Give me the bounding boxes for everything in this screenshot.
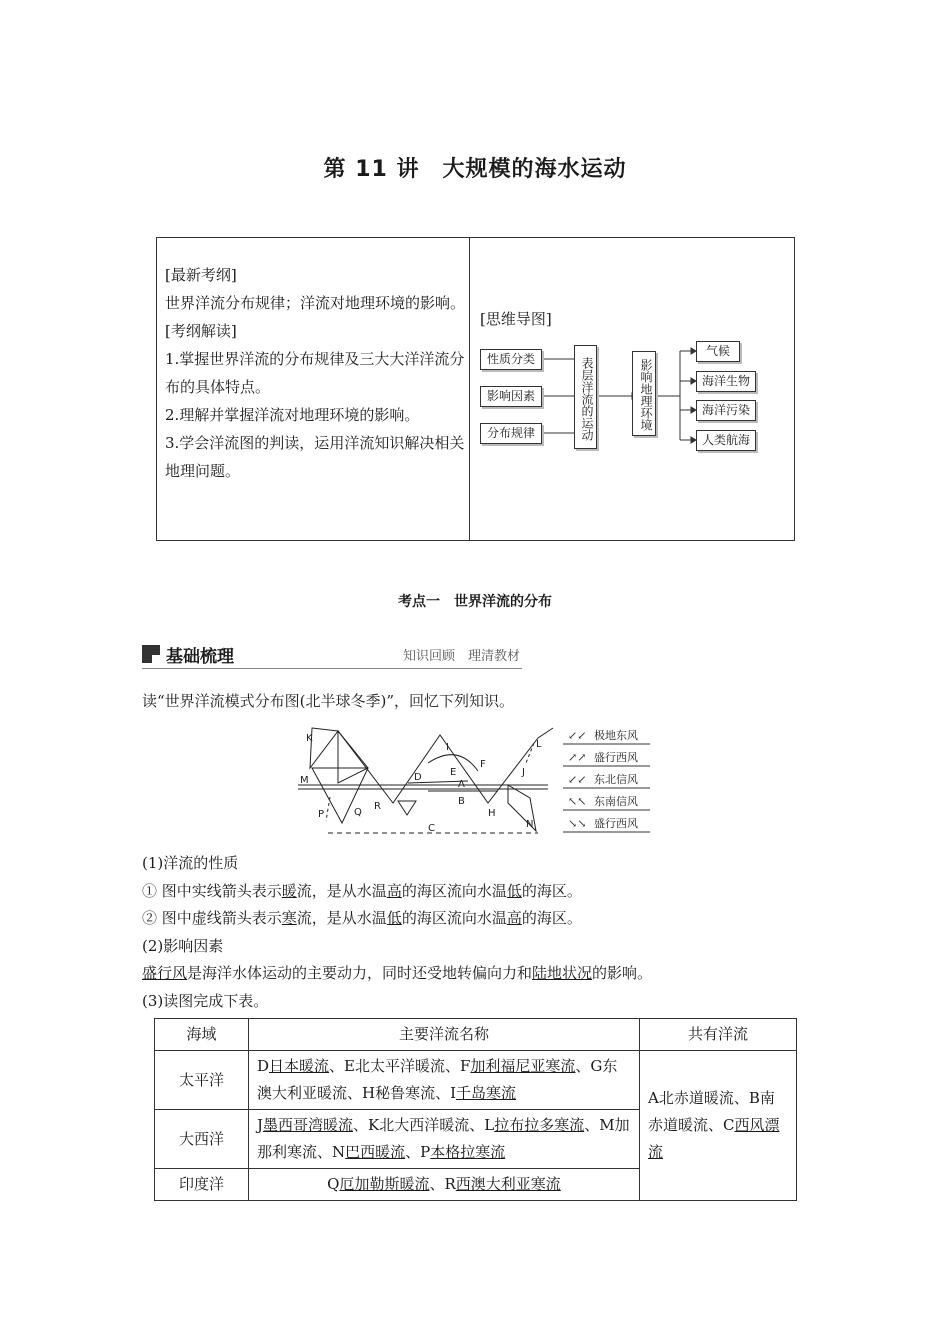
map-label: P	[318, 809, 325, 820]
table-header: 海域	[155, 1019, 249, 1051]
common-currents: A北赤道暖流、B南赤道暖流、C西风漂流	[640, 1051, 797, 1201]
fill-line: ② 图中虚线箭头表示寒流，是从水温低的海区流向水温高的海区。	[142, 909, 582, 927]
ocean-current-map	[298, 723, 658, 845]
outline-heading: [最新考纲]	[165, 266, 237, 284]
map-label: L	[536, 739, 542, 750]
page-title: 第 11 讲 大规模的海水运动	[323, 157, 627, 182]
map-label: R	[374, 801, 381, 812]
subheading: (3)读图完成下表。	[142, 991, 269, 1010]
current-list: Q厄加勒斯暖流、R西澳大利亚寒流	[249, 1169, 640, 1201]
map-label: D	[414, 772, 422, 783]
intro-text: 读“世界洋流模式分布图(北半球冬季)”，回忆下列知识。	[142, 692, 515, 710]
map-label: J	[522, 767, 525, 778]
subheading: (1)洋流的性质	[142, 854, 239, 872]
outline-text: 世界洋流分布规律；洋流对地理环境的影响。	[165, 294, 466, 312]
table-header-row	[155, 1019, 797, 1051]
mind-map-node: 性质分类	[480, 349, 542, 370]
mind-map-center-node: 影响地理环境	[632, 351, 656, 436]
map-label: N	[526, 819, 534, 830]
map-label: B	[458, 796, 465, 807]
banner-square-icon	[142, 645, 160, 663]
subheading: (2)影响因素	[142, 936, 224, 955]
map-label: E	[450, 767, 457, 778]
legend-arrows: ↘↘	[568, 817, 587, 830]
mind-map-node: 海洋生物	[696, 371, 756, 392]
map-label: F	[480, 759, 486, 770]
table-header: 主要洋流名称	[249, 1019, 640, 1051]
outline-text: 2.理解并掌握洋流对地理环境的影响。	[165, 406, 420, 424]
map-label: C	[428, 823, 435, 834]
mind-map-node: 海洋污染	[696, 400, 756, 421]
table-header: 共有洋流	[640, 1019, 797, 1051]
legend-arrows: ↙↙	[568, 773, 587, 786]
ocean-current-diagram	[298, 723, 658, 845]
outline-heading: [考纲解读]	[165, 322, 237, 340]
legend-arrows: ↖↖	[568, 795, 587, 808]
legend-label: 东北信风	[594, 773, 638, 786]
exam-outline	[165, 261, 465, 485]
ocean-currents-table	[154, 1018, 797, 1201]
ocean-name: 印度洋	[155, 1169, 249, 1201]
outline-text: 3.学会洋流图的判读，运用洋流知识解决相关地理问题。	[165, 434, 465, 480]
section-banner	[142, 642, 522, 672]
map-label: I	[446, 742, 449, 753]
mind-map-center-node: 表层洋流的运动	[574, 345, 597, 449]
legend-arrows: ↗↗	[568, 751, 587, 764]
outline-text: 1.掌握世界洋流的分布规律及三大大洋洋流分布的具体特点。	[165, 350, 465, 396]
mind-map-node: 人类航海	[696, 430, 756, 451]
continent-shape	[398, 801, 416, 815]
legend-label: 极地东风	[594, 729, 638, 742]
continent-shape	[338, 731, 368, 783]
mind-map-node: 分布规律	[480, 423, 542, 444]
map-label: M	[300, 775, 309, 786]
current-list: J墨西哥湾暖流、K北大西洋暖流、L拉布拉多寒流、M加那利寒流、N巴西暖流、P本格拉寒流	[249, 1110, 640, 1169]
table-row	[155, 1051, 797, 1110]
banner-name: 基础梳理	[166, 647, 234, 667]
map-label: H	[488, 808, 496, 819]
fill-line: ① 图中实线箭头表示暖流，是从水温高的海区流向水温低的海区。	[142, 881, 582, 900]
fill-line: 盛行风是海洋水体运动的主要动力，同时还受地转偏向力和陆地状况的影响。	[142, 964, 653, 982]
banner-tag: 知识回顾 理清教材	[402, 649, 520, 664]
mind-map-node: 气候	[696, 341, 740, 362]
legend-arrows: ↙↙	[568, 729, 587, 742]
continent-shape	[310, 728, 338, 768]
map-label: K	[306, 733, 313, 744]
legend-label: 东南信风	[594, 795, 638, 808]
map-label: A	[458, 779, 465, 790]
legend-label: 盛行西风	[594, 817, 638, 830]
legend-label: 盛行西风	[594, 751, 638, 764]
ocean-name: 太平洋	[155, 1051, 249, 1110]
current-list: D日本暖流、E北太平洋暖流、F加利福尼亚寒流、G东澳大利亚暖流、H秘鲁寒流、I千岛寒流	[249, 1051, 640, 1110]
mind-map-node: 影响因素	[480, 386, 542, 407]
knowledge-content	[142, 850, 822, 1015]
mind-map-label: [思维导图]	[480, 310, 552, 328]
section-title: 考点一 世界洋流的分布	[398, 594, 552, 610]
ocean-name: 大西洋	[155, 1110, 249, 1169]
continent-outline	[338, 728, 553, 803]
mind-map	[480, 308, 780, 468]
map-label: Q	[354, 807, 362, 818]
